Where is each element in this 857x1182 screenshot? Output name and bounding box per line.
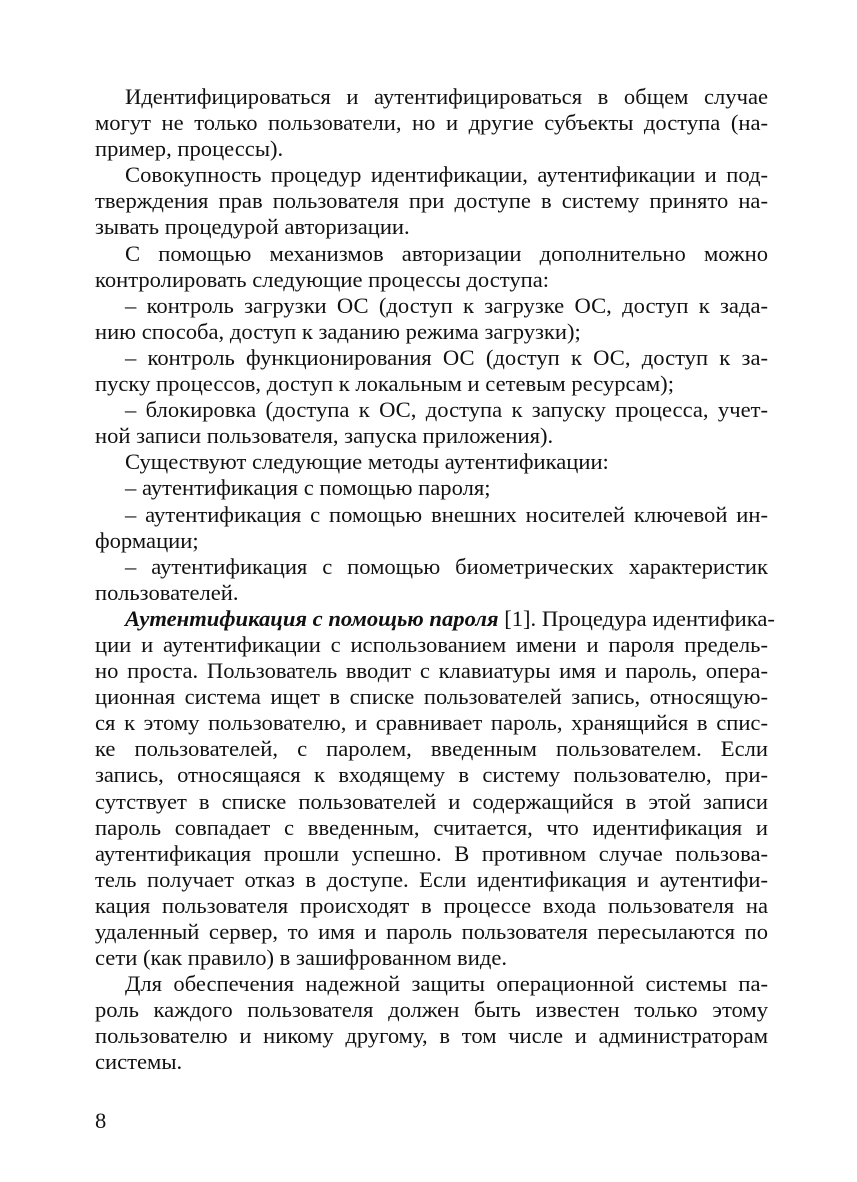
line-text: – аутентификация с помощью внешних носителей ключевой ин- — [125, 501, 768, 527]
term-heading: Аутентификация с помощью пароля — [125, 605, 499, 631]
line-text: пример, процессы). — [95, 136, 284, 162]
line-text: Совокупность процедур идентификации, аутентификации и под- — [125, 162, 768, 188]
line-text: – контроль функционирования ОС (доступ к ОС, доступ к за- — [125, 344, 768, 370]
text-line — [95, 267, 768, 293]
line-text: запись, относящаяся к входящему в систему пользователю, при- — [95, 762, 768, 788]
text-line — [95, 162, 768, 188]
text-line — [95, 397, 768, 423]
line-text: – аутентификация с помощью пароля; — [125, 475, 491, 501]
line-text: пароль совпадает с введенным, считается, что идентификация и — [95, 814, 768, 840]
line-text: ционная система ищет в списке пользователей запись, относящую- — [95, 684, 768, 710]
text-line — [95, 319, 768, 345]
line-text: [1]. Процедура идентифика- — [498, 605, 775, 631]
line-text: системы. — [95, 1049, 183, 1075]
text-line — [95, 710, 768, 736]
line-text: удаленный сервер, то имя и пароль пользователя пересылаются по — [95, 919, 768, 944]
line-text: сети (как правило) в зашифрованном виде. — [95, 945, 507, 971]
text-line — [95, 815, 768, 841]
text-line — [95, 371, 768, 397]
text-line — [95, 580, 768, 606]
line-text: – аутентификация с помощью биометрических характеристик — [125, 553, 768, 579]
line-text: – контроль загрузки ОС (доступ к загрузке ОС, доступ к зада- — [125, 292, 768, 318]
text-line — [95, 502, 768, 528]
line-text: С помощью механизмов авторизации дополнительно можно — [125, 240, 768, 266]
line-text: сутствует в списке пользователей и содержащийся в этой записи — [95, 788, 768, 814]
line-text: аутентификация прошли успешно. В противном случае пользова- — [95, 840, 768, 866]
text-line — [95, 919, 768, 945]
text-line — [95, 632, 768, 658]
line-text: пользователей. — [95, 579, 239, 605]
line-text: нию способа, доступ к заданию режима загрузки); — [95, 318, 581, 344]
text-line — [95, 475, 768, 501]
text-line — [95, 1049, 768, 1075]
line-text: могут не только пользователи, но и другие субъекты доступа (на- — [95, 110, 768, 136]
text-line — [95, 997, 768, 1023]
text-line — [95, 971, 768, 997]
text-line — [95, 136, 768, 162]
line-text: пользователю и никому другому, в том числе и администраторам — [95, 1023, 768, 1049]
text-line — [95, 345, 768, 371]
line-text: контролировать следующие процессы доступа: — [95, 266, 550, 292]
text-line — [95, 423, 768, 449]
text-line — [95, 449, 768, 475]
text-line — [95, 110, 768, 136]
page-body — [95, 84, 775, 1076]
page-number: 8 — [95, 1108, 107, 1133]
text-line — [95, 84, 768, 110]
text-line — [95, 867, 768, 893]
line-text: Идентифицироваться и аутентифицироваться в общем случае — [125, 84, 768, 109]
text-line — [95, 789, 768, 815]
line-text: Для обеспечения надежной защиты операционной системы па- — [125, 971, 768, 997]
line-text: – блокировка (доступа к ОС, доступа к запуску процесса, учет- — [125, 397, 768, 423]
text-line — [95, 658, 768, 684]
line-text: ции и аутентификации с использованием имени и пароля предель- — [95, 631, 768, 657]
line-text: роль каждого пользователя должен быть известен только этому — [95, 997, 768, 1023]
line-text: ке пользователей, с паролем, введенным пользователем. Если — [95, 736, 768, 762]
text-line — [95, 293, 768, 319]
line-text: формации; — [95, 527, 199, 553]
line-text: пуску процессов, доступ к локальным и сетевым ресурсам); — [95, 371, 674, 397]
text-line — [95, 684, 768, 710]
text-line — [95, 528, 768, 554]
text-line — [95, 762, 768, 788]
line-text: кация пользователя происходят в процессе входа пользователя на — [95, 892, 768, 918]
text-line — [95, 841, 768, 867]
line-text: ной записи пользователя, запуска приложения). — [95, 423, 554, 449]
text-line — [95, 188, 768, 214]
text-line — [95, 214, 768, 240]
text-line — [95, 1023, 768, 1049]
line-text: Существуют следующие методы аутентификации: — [125, 449, 609, 475]
line-text: тверждения прав пользователя при доступе в систему принято на- — [95, 188, 768, 214]
text-line — [95, 736, 768, 762]
line-text: но проста. Пользователь вводит с клавиатуры имя и пароль, опера- — [95, 658, 768, 684]
line-text: тель получает отказ в доступе. Если идентификация и аутентифи- — [95, 866, 768, 892]
text-line — [95, 893, 768, 919]
text-line — [95, 605, 775, 632]
line-text: ся к этому пользователю, и сравнивает пароль, хранящийся в спис- — [95, 710, 768, 736]
text-line — [95, 241, 768, 267]
text-line — [95, 554, 768, 580]
text-line — [95, 945, 768, 971]
line-text: зывать процедурой авторизации. — [95, 214, 410, 240]
